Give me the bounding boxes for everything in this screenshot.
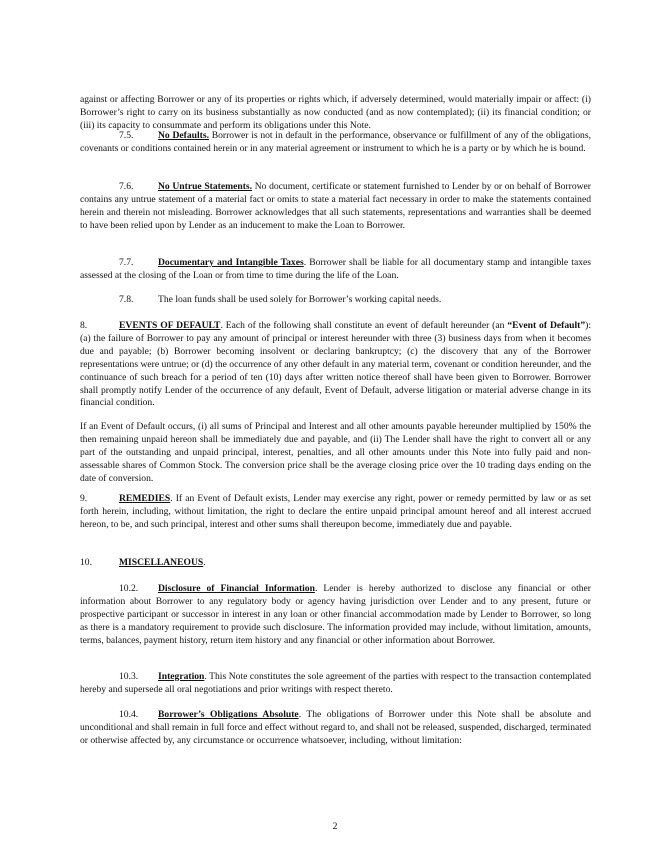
section-10-4 <box>80 709 591 748</box>
section-7-7 <box>80 257 591 283</box>
section-text: . Each of the following shall constitute an event of default hereunder (an <box>220 320 508 331</box>
section-heading: REMEDIES <box>119 493 171 504</box>
paragraph-intro: against or affecting Borrower or any of its properties or rights which, if adversely determined, would materially impair or affect: (i) Borrower’s right to carry on its business substantially as now conducted (and as now contemplated); (ii) its financial condition; or (iii) its capacity to consummate and perform its obligations under this Note. <box>80 94 591 131</box>
section-number: 10.3. <box>119 671 139 682</box>
section-number: 9. <box>80 493 88 504</box>
section-7-8 <box>80 294 591 307</box>
section-text: . Borrower shall be liable for all documentary stamp and intangible taxes assessed at the closing of the Loan or from time to time during the life of the Loan. <box>80 257 591 281</box>
section-8 <box>80 320 591 410</box>
section-text: ): (a) the failure of Borrower to pay any amount of principal or interest hereunder with three (3) business days from when it becomes due and payable; (b) Borrower becoming insolvent or declaring bankruptcy; (c) the discovery that any of the Borrower representations were untrue; or (d) the occurrence of any other default in any material term, covenant or condition hereunder, and the continuance of such breach for a period of ten (10) days after written notice thereof shall have been given to Borrower. Borrower shall promptly notify Lender of the occurrence of any default, Event of Default, adverse litigation or material adverse change in its financial condition. <box>80 320 591 409</box>
section-heading: Documentary and Intangible Taxes <box>158 257 304 268</box>
section-text: . This Note constitutes the sole agreement of the parties with respect to the transaction contemplated hereby and supersede all oral negotiations and prior writings with respect thereto. <box>80 671 591 695</box>
section-heading: Borrower’s Obligations Absolute <box>158 709 299 720</box>
section-number: 10.2. <box>119 583 139 594</box>
section-number: 7.7. <box>119 257 134 268</box>
section-text: No document, certificate or statement furnished to Lender by or on behalf of Borrower contains any untrue statement of a material fact or omits to state a material fact necessary in order to make the statements contained herein and therein not misleading. Borrower acknowledges that all such statements, representations and warranties shall be deemed to have been relied upon by Lender as an inducement to make the Loan to Borrower. <box>80 181 591 231</box>
section-number: 10. <box>80 557 92 568</box>
section-heading: Disclosure of Financial Information <box>158 583 315 594</box>
section-8-paragraph-2: If an Event of Default occurs, (i) all sums of Principal and Interest and all other amounts payable hereunder multiplied by 150% the then remaining unpaid hereon shall be immediately due and payable, and (ii) The Lender shall have the right to convert all or any part of the outstanding and unpaid principal, interest, penalties, and all other amounts under this Note into fully paid and non-assessable shares of Common Stock. The conversion price shall be the average closing price over the 10 trading days ending on the date of conversion. <box>80 421 591 484</box>
section-number: 7.6. <box>119 181 134 192</box>
section-7-6 <box>80 181 591 233</box>
section-number: 7.5. <box>119 130 134 141</box>
section-text: . The obligations of Borrower under this Note shall be absolute and unconditional and shall remain in full force and effect without regard to, and shall not be released, suspended, discharged, terminated or otherwise affected by, any circumstance or occurrence whatsoever, including, without limitation: <box>80 709 591 746</box>
page-number: 2 <box>332 821 338 832</box>
section-heading: EVENTS OF DEFAULT <box>119 320 221 331</box>
section-text: . Lender is hereby authorized to disclose any financial or other information about Borrower to any regulatory body or agency having jurisdiction over Lender and to any present, future or prospective participant or successor in interest in any loan or other financial accommodation made by Lender to Borrower, so long as there is a mandatory requirement to provide such disclosure. The information provided may include, without limitation, amounts, terms, balances, payment history, return item history and any financial or other information about Borrower. <box>80 583 591 646</box>
section-number: 7.8. <box>119 294 134 305</box>
section-7-5 <box>80 130 591 156</box>
section-heading: No Untrue Statements. <box>158 181 253 192</box>
section-text: . If an Event of Default exists, Lender may exercise any right, power or remedy permitted by law or as set forth herein, including, without limitation, the right to declare the entire unpaid principal amount hereof and all interest accrued hereon, to be, and such principal, interest and other sums shall thereupon become, immediately due and payable. <box>80 493 591 530</box>
defined-term: “Event of Default” <box>507 320 586 331</box>
section-text: The loan funds shall be used solely for Borrower’s working capital needs. <box>158 294 442 305</box>
section-9 <box>80 493 591 532</box>
section-text: Borrower is not in default in the performance, observance or fulfillment of any of the obligations, covenants or conditions contained herein or in any material agreement or instrument to which he is a party or by which he is bound. <box>80 130 591 154</box>
section-number: 10.4. <box>119 709 139 720</box>
section-number: 8. <box>80 320 88 331</box>
section-10-3 <box>80 671 591 697</box>
section-heading: MISCELLANEOUS <box>119 557 204 568</box>
section-10-2 <box>80 583 591 648</box>
section-heading: No Defaults. <box>158 130 209 141</box>
section-heading: Integration <box>158 671 205 682</box>
section-10 <box>80 557 591 570</box>
section-text: . <box>203 557 206 568</box>
